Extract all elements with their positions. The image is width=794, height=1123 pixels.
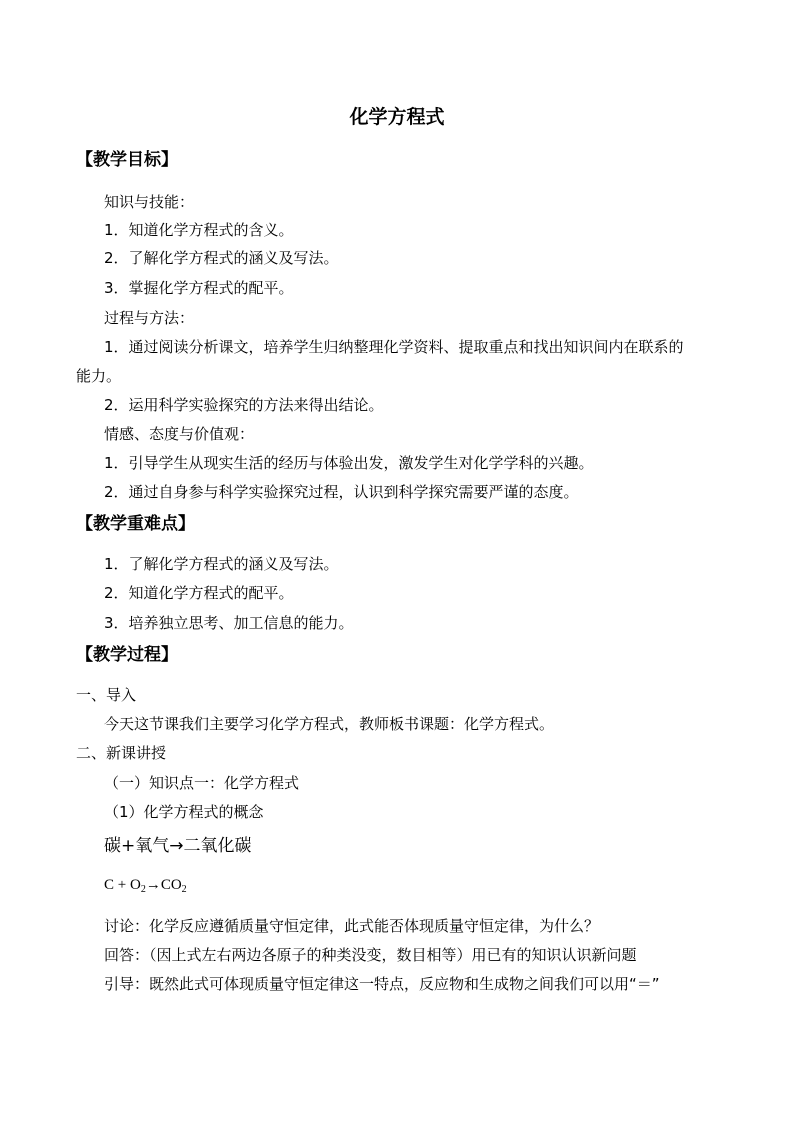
process-methods-label: 过程与方法：	[104, 309, 195, 327]
goal-process-1-line-2: 能力。	[76, 367, 122, 385]
equation-product: →CO	[145, 877, 182, 893]
key-point-2: 2．知道化学方程式的配平。	[104, 584, 294, 602]
emotion-values-label: 情感、态度与价值观：	[104, 425, 255, 443]
goal-knowledge-2: 2．了解化学方程式的涵义及写法。	[104, 249, 339, 267]
intro-text: 今天这节课我们主要学习化学方程式，教师板书课题：化学方程式。	[104, 715, 555, 733]
part-2-heading: 二、新课讲授	[76, 744, 167, 762]
answer-text: 回答：（因上式左右两边各原子的种类没变，数目相等）用已有的知识认识新问题	[104, 946, 637, 964]
word-equation: 碳+氧气→二氧化碳	[104, 836, 252, 856]
goal-process-1-line-1: 1．通过阅读分析课文，培养学生归纳整理化学资料、提取重点和找出知识间内在联系的	[104, 338, 684, 356]
key-point-3: 3．培养独立思考、加工信息的能力。	[104, 614, 354, 632]
knowledge-point-heading: （一）知识点一：化学方程式	[104, 774, 300, 792]
document-title: 化学方程式	[349, 106, 445, 128]
goals-heading: 【教学目标】	[76, 150, 178, 170]
knowledge-skills-label: 知识与技能：	[104, 193, 195, 211]
equation-product-subscript: 2	[181, 884, 187, 895]
discussion-text: 讨论：化学反应遵循质量守恒定律，此式能否体现质量守恒定律，为什么？	[104, 917, 600, 935]
concept-heading: （1）化学方程式的概念	[104, 803, 264, 821]
goal-process-2: 2．运用科学实验探究的方法来得出结论。	[104, 396, 384, 414]
key-point-1: 1．了解化学方程式的涵义及写法。	[104, 555, 339, 573]
equation-carbon: C	[104, 877, 115, 893]
goal-emotion-1: 1．引导学生从现实生活的经历与体验出发，激发学生对化学学科的兴趣。	[104, 454, 594, 472]
guide-text: 引导：既然此式可体现质量守恒定律这一特点，反应物和生成物之间我们可以用“＝”	[104, 975, 660, 993]
part-1-heading: 一、导入	[76, 686, 137, 704]
goal-emotion-2: 2．通过自身参与科学实验探究过程，认识到科学探究需要严谨的态度。	[104, 483, 579, 501]
chemical-equation	[104, 875, 187, 895]
equation-oxygen: + O	[114, 877, 141, 893]
process-heading: 【教学过程】	[76, 645, 178, 665]
goal-knowledge-3: 3．掌握化学方程式的配平。	[104, 279, 294, 297]
equation-oxygen-subscript: 2	[140, 884, 146, 895]
key-points-heading: 【教学重难点】	[76, 514, 195, 534]
goal-knowledge-1: 1．知道化学方程式的含义。	[104, 221, 294, 239]
